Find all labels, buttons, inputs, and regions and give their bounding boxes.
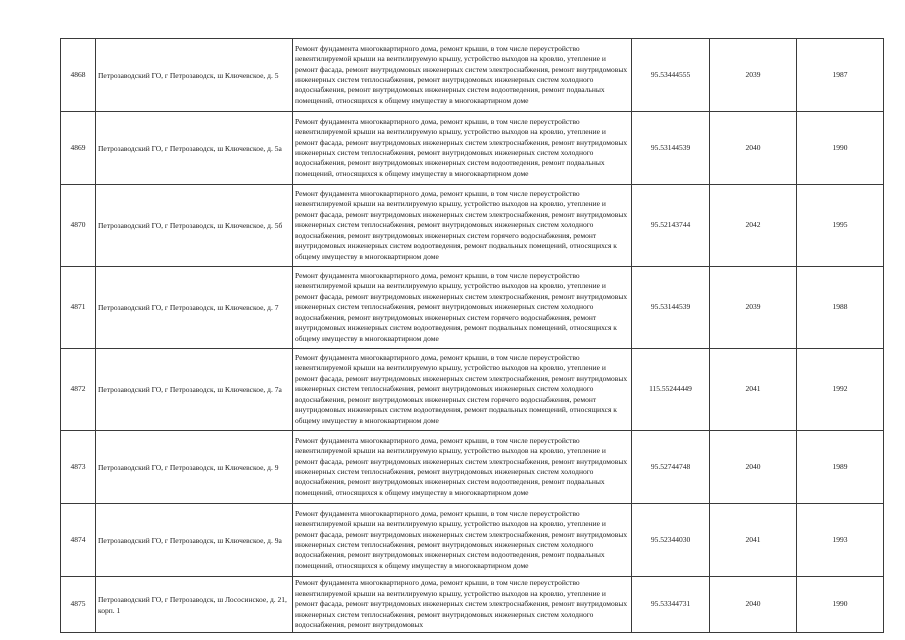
area-cell: 95.53144539 xyxy=(632,112,710,185)
row-number: 4874 xyxy=(61,504,96,577)
address-cell xyxy=(96,577,293,633)
build-year-cell: 1992 xyxy=(797,349,884,431)
address-text: Петрозаводский ГО, г Петрозаводск, ш Ключевское, д. 7 xyxy=(98,303,279,313)
build-year-cell: 1990 xyxy=(797,577,884,633)
build-year-cell: 1990 xyxy=(797,112,884,185)
area-cell: 95.52344030 xyxy=(632,504,710,577)
row-number: 4871 xyxy=(61,267,96,349)
build-year-cell: 1995 xyxy=(797,185,884,267)
works-text: Ремонт фундамента многоквартирного дома, ремонт крыши, в том числе переустройство невентилируемой крыши на вентилируемую крышу, устройство выходов на кровлю, утепление и ремонт фасада, ремонт внутридомовых инженерных систем электроснабжения, ремонт внутридомовых инженерных систем теплоснабжения, ремонт внутридомовых инженерных систем холодного водоснабжения, ремонт внутридомовых инженерных систем горячего водоснабжения, ремонт внутридомовых инженерных систем водоотведения, ремонт подвальных помещений, относящихся к общему имуществу в многоквартирном доме xyxy=(295,271,628,343)
works-text: Ремонт фундамента многоквартирного дома, ремонт крыши, в том числе переустройство невентилируемой крыши на вентилируемую крышу, устройство выходов на кровлю, утепление и ремонт фасада, ремонт внутридомовых инженерных систем электроснабжения, ремонт внутридомовых инженерных систем теплоснабжения, ремонт внутридомовых инженерных систем холодного водоснабжения, ремонт внутридомовых xyxy=(295,578,628,630)
row-number: 4873 xyxy=(61,431,96,504)
works-text: Ремонт фундамента многоквартирного дома, ремонт крыши, в том числе переустройство невентилируемой крыши на вентилируемую крышу, устройство выходов на кровлю, утепление и ремонт фасада, ремонт внутридомовых инженерных систем электроснабжения, ремонт внутридомовых инженерных систем теплоснабжения, ремонт внутридомовых инженерных систем холодного водоснабжения, ремонт внутридомовых инженерных систем водоотведения, ремонт подвальных помещений, относящихся к общему имуществу в многоквартирном доме xyxy=(295,43,628,105)
area-cell: 95.53144539 xyxy=(632,267,710,349)
works-text: Ремонт фундамента многоквартирного дома, ремонт крыши, в том числе переустройство невентилируемой крыши на вентилируемую крышу, устройство выходов на кровлю, утепление и ремонт фасада, ремонт внутридомовых инженерных систем электроснабжения, ремонт внутридомовых инженерных систем теплоснабжения, ремонт внутридомовых инженерных систем холодного водоснабжения, ремонт внутридомовых инженерных систем водоотведения, ремонт подвальных помещений, относящихся к общему имуществу в многоквартирном доме xyxy=(295,116,628,178)
address-text: Петрозаводский ГО, г Петрозаводск, ш Ключевское, д. 9а xyxy=(98,535,282,545)
row-number: 4875 xyxy=(61,577,96,633)
build-year-cell: 1989 xyxy=(797,431,884,504)
address-cell xyxy=(96,39,293,112)
works-text: Ремонт фундамента многоквартирного дома, ремонт крыши, в том числе переустройство невентилируемой крыши на вентилируемую крышу, устройство выходов на кровлю, утепление и ремонт фасада, ремонт внутридомовых инженерных систем электроснабжения, ремонт внутридомовых инженерных систем теплоснабжения, ремонт внутридомовых инженерных систем холодного водоснабжения, ремонт внутридомовых инженерных систем водоотведения, ремонт подвальных помещений, относящихся к общему имуществу в многоквартирном доме xyxy=(295,508,628,570)
table-row xyxy=(61,504,884,577)
works-cell xyxy=(293,267,632,349)
works-cell xyxy=(293,112,632,185)
row-number: 4869 xyxy=(61,112,96,185)
area-cell: 95.53444555 xyxy=(632,39,710,112)
address-text: Петрозаводский ГО, г Петрозаводск, ш Ключевское, д. 5а xyxy=(98,143,282,153)
planned-year-cell: 2041 xyxy=(710,349,797,431)
works-cell xyxy=(293,185,632,267)
planned-year-cell: 2040 xyxy=(710,112,797,185)
table-row xyxy=(61,349,884,431)
works-cell xyxy=(293,39,632,112)
build-year-cell: 1993 xyxy=(797,504,884,577)
address-cell xyxy=(96,267,293,349)
area-cell: 115.55244449 xyxy=(632,349,710,431)
address-text: Петрозаводский ГО, г Петрозаводск, ш Лососинское, д. 21, корп. 1 xyxy=(98,595,287,615)
works-text: Ремонт фундамента многоквартирного дома, ремонт крыши, в том числе переустройство невентилируемой крыши на вентилируемую крышу, устройство выходов на кровлю, утепление и ремонт фасада, ремонт внутридомовых инженерных систем электроснабжения, ремонт внутридомовых инженерных систем теплоснабжения, ремонт внутридомовых инженерных систем холодного водоснабжения, ремонт внутридомовых инженерных систем горячего водоснабжения, ремонт внутридомовых инженерных систем водоотведения, ремонт подвальных помещений, относящихся к общему имуществу в многоквартирном доме xyxy=(295,189,628,261)
area-cell: 95.52744748 xyxy=(632,431,710,504)
planned-year-cell: 2040 xyxy=(710,577,797,633)
address-cell xyxy=(96,112,293,185)
table-row xyxy=(61,431,884,504)
planned-year-cell: 2041 xyxy=(710,504,797,577)
address-cell xyxy=(96,431,293,504)
area-cell: 95.53344731 xyxy=(632,577,710,633)
address-text: Петрозаводский ГО, г Петрозаводск, ш Ключевское, д. 9 xyxy=(98,462,279,472)
build-year-cell: 1988 xyxy=(797,267,884,349)
address-cell xyxy=(96,349,293,431)
table-row xyxy=(61,112,884,185)
address-cell xyxy=(96,504,293,577)
address-text: Петрозаводский ГО, г Петрозаводск, ш Ключевское, д. 5 xyxy=(98,70,279,80)
address-text: Петрозаводский ГО, г Петрозаводск, ш Ключевское, д. 5б xyxy=(98,221,283,231)
address-cell xyxy=(96,185,293,267)
works-text: Ремонт фундамента многоквартирного дома, ремонт крыши, в том числе переустройство невентилируемой крыши на вентилируемую крышу, устройство выходов на кровлю, утепление и ремонт фасада, ремонт внутридомовых инженерных систем электроснабжения, ремонт внутридомовых инженерных систем теплоснабжения, ремонт внутридомовых инженерных систем холодного водоснабжения, ремонт внутридомовых инженерных систем горячего водоснабжения, ремонт внутридомовых инженерных систем водоотведения, ремонт подвальных помещений, относящихся к общему имуществу в многоквартирном доме xyxy=(295,353,628,425)
works-cell xyxy=(293,349,632,431)
planned-year-cell: 2039 xyxy=(710,267,797,349)
row-number: 4870 xyxy=(61,185,96,267)
works-cell xyxy=(293,431,632,504)
table-row xyxy=(61,39,884,112)
works-cell xyxy=(293,577,632,633)
planned-year-cell: 2040 xyxy=(710,431,797,504)
row-number: 4868 xyxy=(61,39,96,112)
address-text: Петрозаводский ГО, г Петрозаводск, ш Ключевское, д. 7а xyxy=(98,385,282,395)
works-text: Ремонт фундамента многоквартирного дома, ремонт крыши, в том числе переустройство невентилируемой крыши на вентилируемую крышу, устройство выходов на кровлю, утепление и ремонт фасада, ремонт внутридомовых инженерных систем электроснабжения, ремонт внутридомовых инженерных систем теплоснабжения, ремонт внутридомовых инженерных систем холодного водоснабжения, ремонт внутридомовых инженерных систем водоотведения, ремонт подвальных помещений, относящихся к общему имуществу в многоквартирном доме xyxy=(295,435,628,497)
table-row xyxy=(61,267,884,349)
capital-repair-table xyxy=(60,38,884,633)
table-row xyxy=(61,577,884,633)
row-number: 4872 xyxy=(61,349,96,431)
planned-year-cell: 2042 xyxy=(710,185,797,267)
table-row xyxy=(61,185,884,267)
planned-year-cell: 2039 xyxy=(710,39,797,112)
build-year-cell: 1987 xyxy=(797,39,884,112)
area-cell: 95.52143744 xyxy=(632,185,710,267)
works-cell xyxy=(293,504,632,577)
